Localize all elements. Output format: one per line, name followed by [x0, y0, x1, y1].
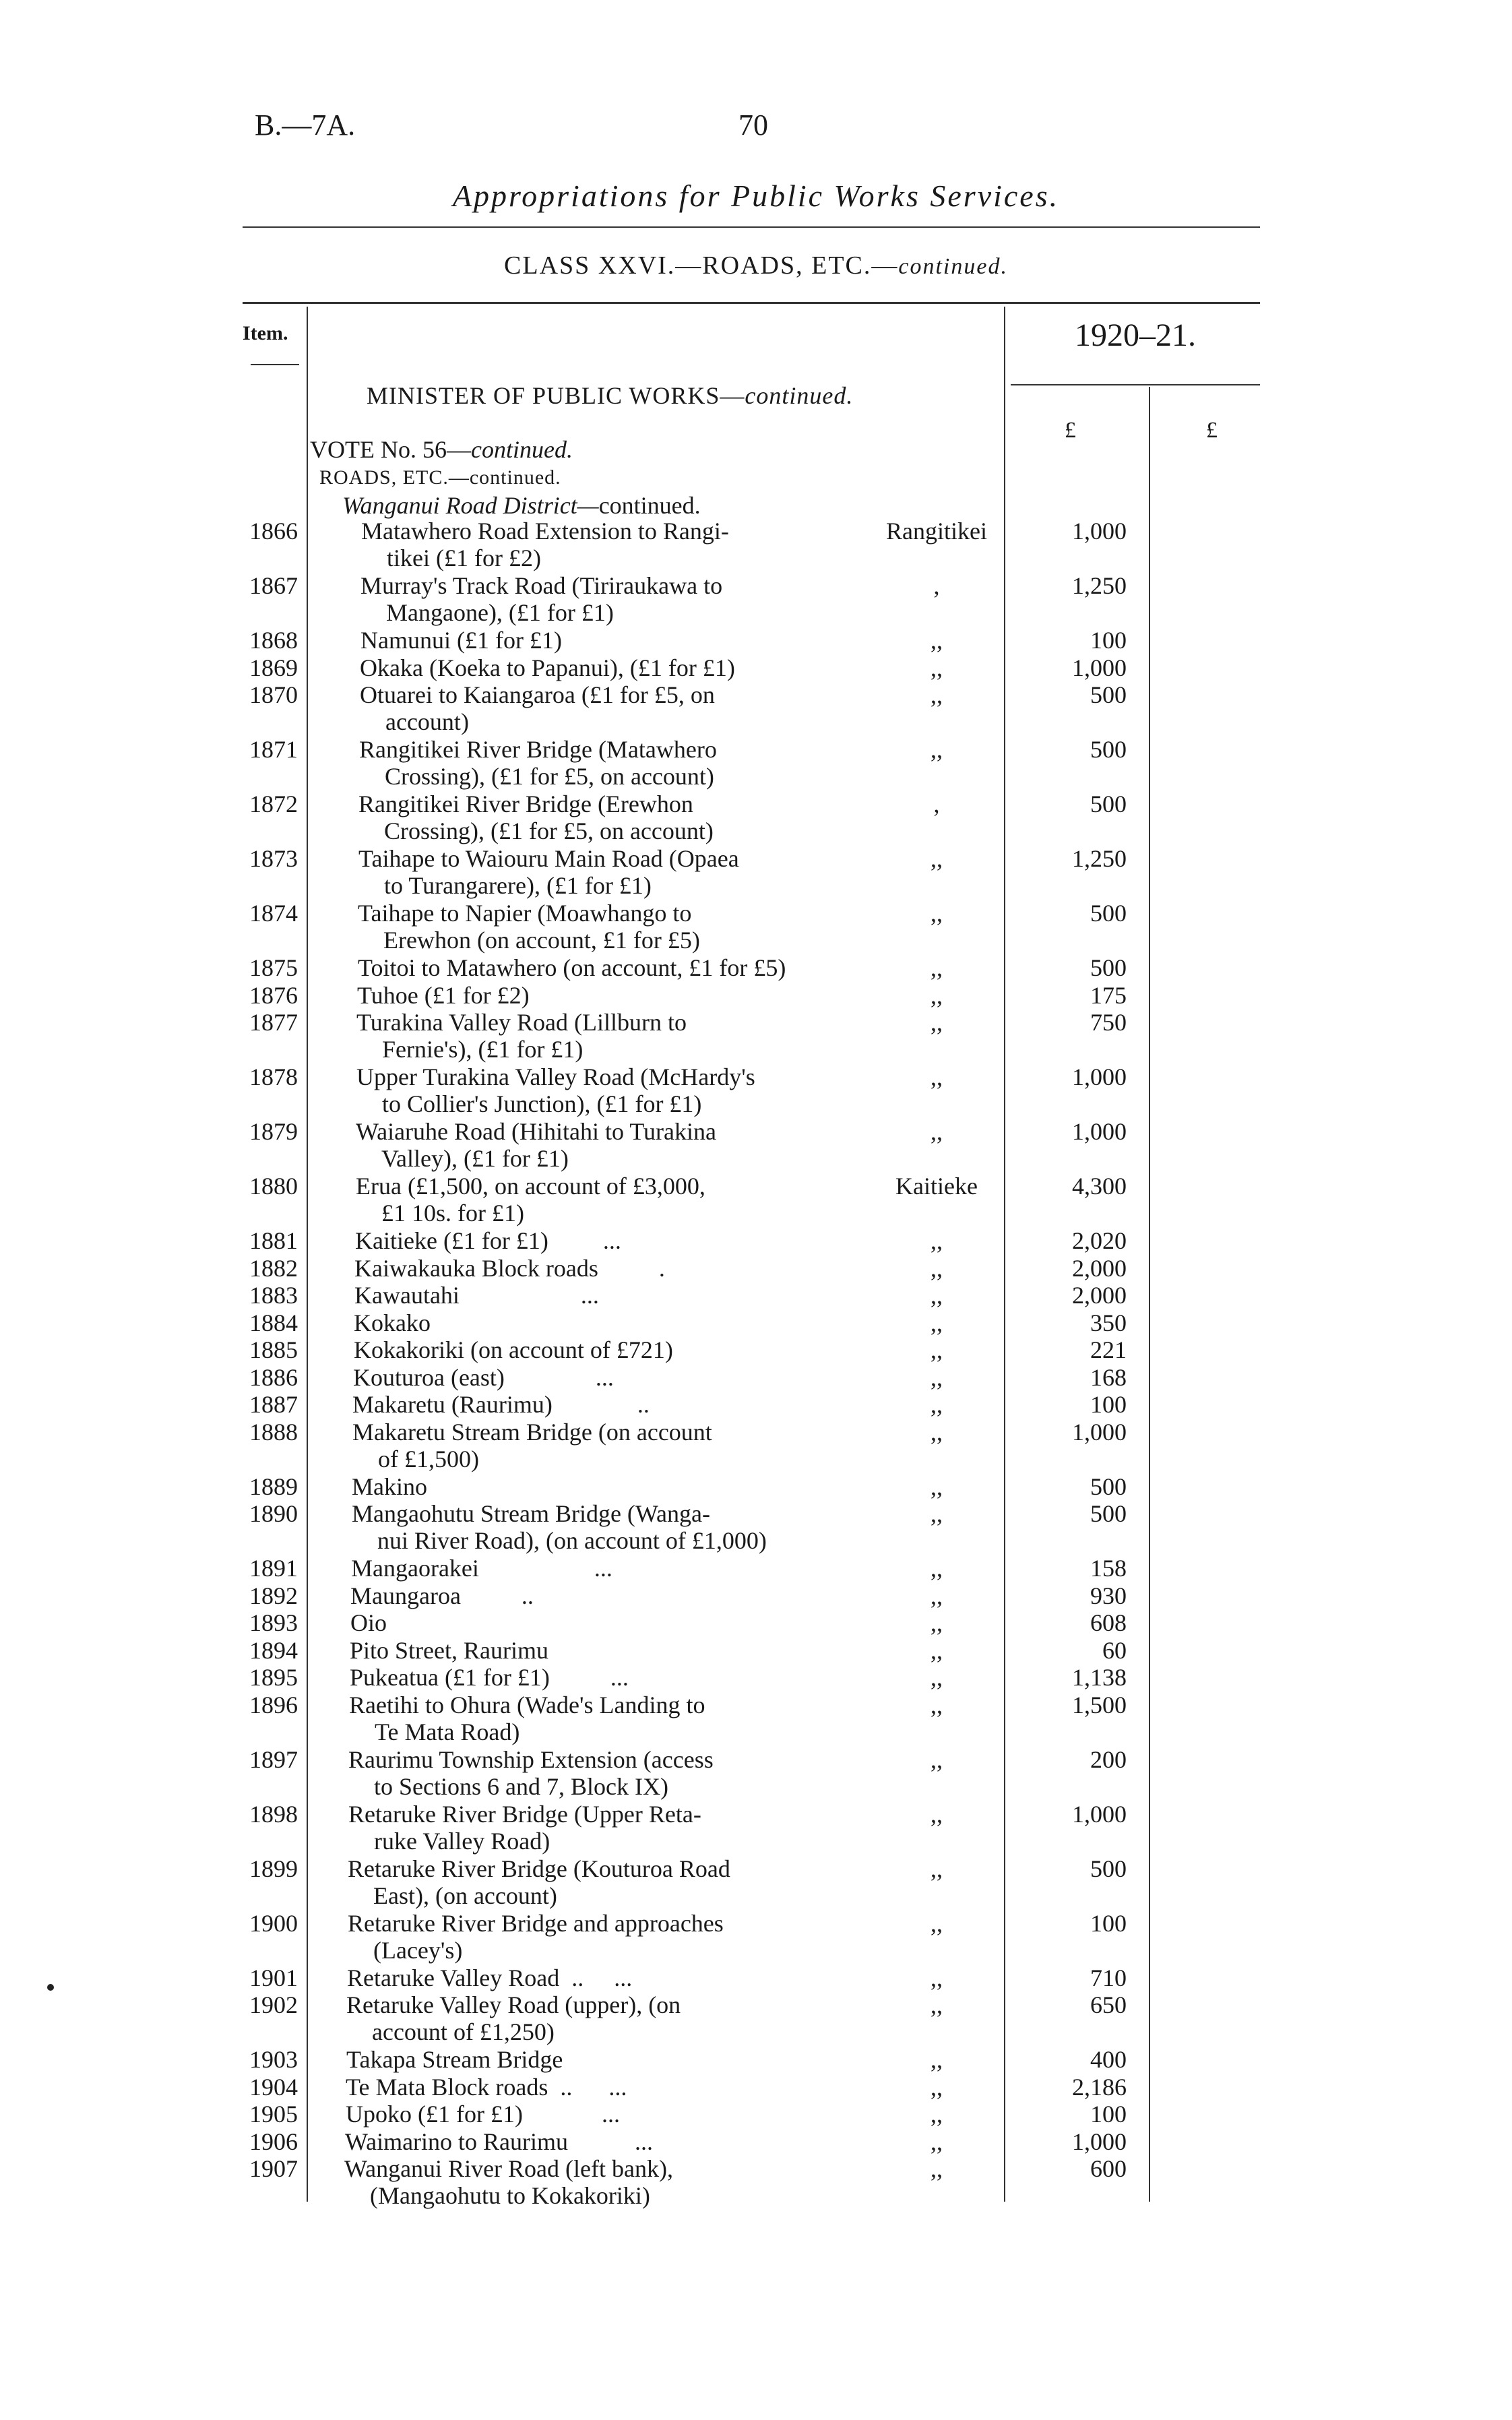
- item-description: [348, 1910, 860, 1964]
- item-number: 1888: [249, 1418, 298, 1446]
- description-line-2: Erewhon (on account, £1 for £5): [383, 927, 700, 954]
- section-minister-main: MINISTER OF PUBLIC WORKS—: [367, 382, 745, 409]
- electoral-district: ,,: [931, 900, 943, 927]
- item-description: [358, 845, 871, 899]
- description-line-1: Kouturoa (east) ...: [353, 1363, 614, 1391]
- section-district-continued: continued.: [598, 492, 701, 519]
- description-line-1: Makaretu Stream Bridge (on account: [352, 1418, 712, 1446]
- description-line-2: to Collier's Junction), (£1 for £1): [382, 1090, 702, 1117]
- description-line-1: Makaretu (Raurimu) ..: [352, 1391, 650, 1418]
- amount-value: 200: [1090, 1745, 1127, 1773]
- item-description: [352, 1391, 864, 1418]
- item-number: 1891: [249, 1555, 298, 1582]
- electoral-district: ,,: [931, 1991, 943, 2018]
- amount-value: 100: [1090, 627, 1127, 654]
- item-description: [350, 1582, 862, 1609]
- description-line-1: Kawautahi ...: [354, 1282, 599, 1309]
- amount-value: 158: [1090, 1555, 1127, 1582]
- item-number: 1905: [249, 2101, 298, 2128]
- section-minister: [367, 381, 853, 410]
- amount-value: 500: [1090, 790, 1127, 817]
- item-number: 1899: [249, 1855, 298, 1882]
- item-column-divider: [307, 307, 308, 2202]
- description-line-1: Mangaohutu Stream Bridge (Wanga-: [352, 1500, 710, 1527]
- item-number: 1868: [249, 627, 298, 654]
- electoral-district: ,,: [931, 981, 943, 1009]
- amount-value: 1,000: [1072, 1063, 1127, 1090]
- item-number: 1867: [249, 572, 298, 599]
- document-reference: B.—7A.: [255, 108, 356, 142]
- item-number: 1886: [249, 1363, 298, 1391]
- item-description: [356, 1009, 869, 1063]
- item-description: [358, 900, 870, 954]
- item-description: [348, 1746, 860, 1800]
- electoral-district: ,,: [931, 1500, 943, 1527]
- description-line-1: Otuarei to Kaiangaroa (£1 for £5, on: [360, 681, 715, 708]
- description-line-1: Kaitieke (£1 for £1) ...: [355, 1227, 621, 1254]
- description-line-2: East), (on account): [373, 1882, 557, 1909]
- description-line-1: Okaka (Koeka to Papanui), (£1 for £1): [360, 654, 735, 681]
- description-line-2: to Turangarere), (£1 for £1): [384, 872, 652, 899]
- item-description: [351, 1555, 863, 1582]
- item-description: [353, 1364, 865, 1391]
- description-line-2: Crossing), (£1 for £5, on account): [385, 763, 714, 790]
- item-description: [346, 2046, 858, 2073]
- description-line-1: Te Mata Block roads .. ...: [346, 2073, 627, 2101]
- page-title: Appropriations for Public Works Services.: [452, 179, 1060, 213]
- electoral-district: ,,: [931, 1309, 943, 1336]
- item-description: [358, 790, 871, 844]
- description-line-2: account): [385, 708, 469, 735]
- amount-value: 100: [1090, 2101, 1127, 2128]
- amount-value: 1,000: [1072, 654, 1127, 681]
- item-description: [354, 1336, 866, 1363]
- amount-value: 2,020: [1072, 1227, 1127, 1254]
- item-description: [358, 954, 870, 981]
- electoral-district: ,,: [931, 1609, 943, 1636]
- description-line-2: of £1,500): [378, 1445, 479, 1472]
- item-number: 1871: [249, 736, 298, 763]
- amount-value: 1,000: [1072, 2128, 1127, 2155]
- item-number: 1903: [249, 2046, 298, 2073]
- item-description: [350, 1609, 862, 1636]
- electoral-district: Rangitikei: [886, 518, 987, 545]
- amount-value: 710: [1090, 1964, 1127, 1991]
- section-minister-continued: continued.: [745, 382, 854, 409]
- amount-value: 4,300: [1072, 1173, 1127, 1200]
- item-description: [360, 654, 872, 681]
- amount-value: 100: [1090, 1391, 1127, 1418]
- description-line-1: Waiaruhe Road (Hihitahi to Turakina: [356, 1118, 717, 1145]
- item-number: 1883: [249, 1282, 298, 1309]
- description-line-1: Turakina Valley Road (Lillburn to: [356, 1009, 687, 1036]
- page-number: 70: [738, 108, 768, 142]
- electoral-district: ,,: [931, 654, 943, 681]
- item-column-header: Item.: [243, 322, 288, 344]
- item-number: 1881: [249, 1227, 298, 1254]
- description-line-1: Raetihi to Ohura (Wade's Landing to: [349, 1691, 705, 1718]
- item-number: 1887: [249, 1391, 298, 1418]
- item-description: [356, 1173, 868, 1227]
- item-number: 1904: [249, 2073, 298, 2101]
- description-line-2: Valley), (£1 for £1): [381, 1145, 569, 1172]
- amount-value: 930: [1090, 1582, 1127, 1609]
- description-line-1: Tuhoe (£1 for £2): [357, 981, 530, 1009]
- amount-value: 1,250: [1072, 845, 1127, 872]
- item-description: [354, 1309, 866, 1336]
- amount-value: 400: [1090, 2046, 1127, 2073]
- item-number: 1890: [249, 1500, 298, 1527]
- description-line-1: Upoko (£1 for £1) ...: [346, 2101, 620, 2128]
- item-description: [360, 681, 872, 735]
- electoral-district: ,,: [931, 1800, 943, 1828]
- electoral-district: ,: [933, 572, 940, 599]
- amount-value: 500: [1090, 681, 1127, 708]
- electoral-district: ,,: [931, 1009, 943, 1036]
- item-number: 1907: [249, 2155, 298, 2182]
- item-description: [354, 1255, 867, 1282]
- item-number: 1896: [249, 1691, 298, 1718]
- amount-value: 2,000: [1072, 1254, 1127, 1282]
- item-number: 1885: [249, 1336, 298, 1363]
- amount-value: 1,138: [1072, 1664, 1127, 1691]
- electoral-district: ,,: [931, 1118, 943, 1145]
- amount-value: 1,000: [1072, 1418, 1127, 1446]
- item-description: [352, 1419, 864, 1472]
- item-number: 1889: [249, 1472, 298, 1500]
- description-line-1: Kokakoriki (on account of £721): [354, 1336, 673, 1363]
- electoral-district: ,,: [931, 627, 943, 654]
- description-line-1: Upper Turakina Valley Road (McHardy's: [356, 1063, 755, 1090]
- electoral-district: Kaitieke: [895, 1173, 978, 1200]
- description-line-2: Mangaone), (£1 for £1): [386, 599, 614, 626]
- electoral-district: ,,: [931, 1418, 943, 1446]
- amount-value: 1,000: [1072, 1800, 1127, 1828]
- electoral-district: ,,: [931, 2046, 943, 2073]
- item-description: [348, 1855, 860, 1909]
- class-heading-continued: continued.: [898, 254, 1008, 279]
- item-number: 1892: [249, 1582, 298, 1609]
- district-column-divider: [1004, 307, 1005, 2202]
- description-line-2: (Lacey's): [373, 1936, 463, 1964]
- item-description: [352, 1473, 864, 1500]
- description-line-1: Retaruke River Bridge (Upper Reta-: [348, 1800, 701, 1828]
- description-line-1: Retaruke River Bridge (Kouturoa Road: [348, 1855, 730, 1882]
- class-heading: [0, 251, 1512, 280]
- description-line-1: Toitoi to Matawhero (on account, £1 for £5): [358, 954, 786, 981]
- item-number: 1906: [249, 2128, 298, 2155]
- description-line-1: Rangitikei River Bridge (Erewhon: [358, 790, 693, 817]
- section-vote-continued: continued.: [470, 436, 573, 463]
- item-description: [360, 572, 873, 626]
- item-description: [350, 1637, 862, 1664]
- table-top-rule: [243, 302, 1260, 304]
- amount-value: 500: [1090, 1472, 1127, 1500]
- description-line-1: Retaruke River Bridge and approaches: [348, 1909, 724, 1937]
- description-line-1: Pito Street, Raurimu: [350, 1636, 548, 1664]
- electoral-district: ,,: [931, 2101, 943, 2128]
- amount-value: 500: [1090, 736, 1127, 763]
- amount-value: 1,500: [1072, 1691, 1127, 1718]
- amount-value: 750: [1090, 1009, 1127, 1036]
- title-rule: [243, 226, 1260, 228]
- description-line-1: Rangitikei River Bridge (Matawhero: [359, 736, 717, 763]
- item-number: 1873: [249, 845, 298, 872]
- electoral-district: ,,: [931, 845, 943, 872]
- amount-value: 1,250: [1072, 572, 1127, 599]
- amount-value: 600: [1090, 2155, 1127, 2182]
- electoral-district: ,: [933, 790, 940, 817]
- item-number: 1894: [249, 1636, 298, 1664]
- year-header-underline: [1011, 384, 1260, 385]
- amount-value: 500: [1090, 1855, 1127, 1882]
- description-line-1: Kokako: [354, 1309, 431, 1336]
- item-description: [346, 2101, 858, 2128]
- description-line-1: Namunui (£1 for £1): [360, 627, 562, 654]
- item-description: [355, 1227, 867, 1254]
- amount-value: 2,000: [1072, 1282, 1127, 1309]
- electoral-district: ,,: [931, 1636, 943, 1664]
- description-line-1: Raurimu Township Extension (access: [348, 1745, 714, 1773]
- amount-value: 100: [1090, 1909, 1127, 1937]
- amount-value: 500: [1090, 954, 1127, 981]
- electoral-district: ,,: [931, 1363, 943, 1391]
- amount-value: 2,186: [1072, 2073, 1127, 2101]
- item-description: [346, 2074, 858, 2101]
- item-description: [348, 1801, 860, 1855]
- item-number: 1874: [249, 900, 298, 927]
- description-line-1: Pukeatua (£1 for £1) ...: [350, 1664, 629, 1691]
- description-line-2: to Sections 6 and 7, Block IX): [374, 1772, 668, 1800]
- description-line-1: Kaiwakauka Block roads .: [354, 1254, 665, 1282]
- amount-value: 500: [1090, 900, 1127, 927]
- description-line-1: Waimarino to Raurimu ...: [345, 2128, 654, 2155]
- amount-value: 60: [1102, 1636, 1127, 1664]
- amount-value: 221: [1090, 1336, 1127, 1363]
- electoral-district: ,,: [931, 1063, 943, 1090]
- description-line-2: £1 10s. for £1): [381, 1200, 524, 1227]
- description-line-1: Taihape to Napier (Moawhango to: [358, 900, 692, 927]
- description-line-2: Fernie's), (£1 for £1): [382, 1036, 584, 1063]
- description-line-2: ruke Valley Road): [374, 1827, 550, 1855]
- item-number: 1872: [249, 790, 298, 817]
- description-line-2: Te Mata Road): [375, 1718, 520, 1745]
- item-description: [360, 627, 873, 654]
- item-number: 1895: [249, 1664, 298, 1691]
- electoral-district: ,,: [931, 681, 943, 708]
- item-number: 1897: [249, 1745, 298, 1773]
- electoral-district: ,,: [931, 1745, 943, 1773]
- item-number: 1866: [249, 518, 298, 545]
- item-number: 1870: [249, 681, 298, 708]
- amount-value: 608: [1090, 1609, 1127, 1636]
- electoral-district: ,,: [931, 2073, 943, 2101]
- electoral-district: ,,: [931, 1691, 943, 1718]
- item-description: [344, 2155, 856, 2209]
- item-description: [346, 1991, 858, 2045]
- section-district-main: Wanganui Road District—: [342, 492, 599, 519]
- item-description: [347, 1964, 859, 1991]
- section-vote-main: VOTE No. 56—: [310, 436, 471, 463]
- item-number: 1900: [249, 1909, 298, 1937]
- description-line-1: Maungaroa ..: [350, 1582, 534, 1609]
- item-description: [361, 518, 873, 571]
- amount-value: 500: [1090, 1500, 1127, 1527]
- item-number: 1898: [249, 1800, 298, 1828]
- electoral-district: ,,: [931, 2128, 943, 2155]
- description-line-1: Erua (£1,500, on account of £3,000,: [356, 1173, 705, 1200]
- amount-column-divider: [1149, 387, 1150, 2202]
- description-line-2: Crossing), (£1 for £5, on account): [384, 817, 714, 844]
- electoral-district: ,,: [931, 1391, 943, 1418]
- electoral-district: ,,: [931, 1282, 943, 1309]
- electoral-district: ,,: [931, 954, 943, 981]
- item-number: 1879: [249, 1118, 298, 1145]
- item-description: [352, 1500, 864, 1554]
- class-heading-main: CLASS XXVI.—ROADS, ETC.—: [504, 251, 899, 280]
- item-number: 1902: [249, 1991, 298, 2018]
- electoral-district: ,,: [931, 1582, 943, 1609]
- description-line-1: Retaruke Valley Road .. ...: [347, 1964, 633, 1991]
- description-line-1: Oio: [350, 1609, 387, 1636]
- amount-value: 650: [1090, 1991, 1127, 2018]
- description-line-2: (Mangaohutu to Kokakoriki): [370, 2182, 650, 2209]
- description-line-1: Retaruke Valley Road (upper), (on: [346, 1991, 681, 2018]
- amount-value: 1,000: [1072, 1118, 1127, 1145]
- item-number: 1869: [249, 654, 298, 681]
- electoral-district: ,,: [931, 1664, 943, 1691]
- margin-mark: [47, 1984, 54, 1991]
- description-line-1: Makino: [352, 1472, 427, 1500]
- description-line-1: Murray's Track Road (Tiriraukawa to: [360, 572, 723, 599]
- item-description: [356, 1063, 869, 1117]
- amount-value: 1,000: [1072, 518, 1127, 545]
- item-number: 1875: [249, 954, 298, 981]
- item-number: 1884: [249, 1309, 298, 1336]
- item-number: 1901: [249, 1964, 298, 1991]
- description-line-1: Matawhero Road Extension to Rangi-: [361, 518, 729, 545]
- item-description: [356, 1118, 868, 1172]
- description-line-1: Takapa Stream Bridge: [346, 2046, 563, 2073]
- electoral-district: ,,: [931, 2155, 943, 2182]
- currency-symbol-2: £: [1206, 418, 1218, 443]
- item-description: [357, 982, 869, 1009]
- amount-value: 168: [1090, 1363, 1127, 1391]
- electoral-district: ,,: [931, 1336, 943, 1363]
- electoral-district: ,,: [931, 1227, 943, 1254]
- electoral-district: ,,: [931, 1909, 943, 1937]
- description-line-2: account of £1,250): [372, 2018, 555, 2045]
- description-line-2: nui River Road), (on account of £1,000): [377, 1527, 767, 1554]
- section-roads: ROADS, ETC.—continued.: [319, 466, 561, 489]
- year-column-header: 1920–21.: [1075, 317, 1196, 353]
- amount-value: 350: [1090, 1309, 1127, 1336]
- section-district: [342, 491, 701, 520]
- currency-symbol-1: £: [1065, 418, 1076, 443]
- electoral-district: ,,: [931, 1555, 943, 1582]
- electoral-district: ,,: [931, 1855, 943, 1882]
- item-number: 1877: [249, 1009, 298, 1036]
- item-number: 1878: [249, 1063, 298, 1090]
- item-number: 1876: [249, 981, 298, 1009]
- item-header-underline: [251, 364, 299, 365]
- item-number: 1880: [249, 1173, 298, 1200]
- amount-value: 175: [1090, 981, 1127, 1009]
- electoral-district: ,,: [931, 1472, 943, 1500]
- description-line-2: tikei (£1 for £2): [387, 545, 541, 571]
- description-line-1: Wanganui River Road (left bank),: [344, 2155, 673, 2182]
- section-vote: [310, 435, 573, 464]
- item-description: [345, 2128, 857, 2155]
- item-number: 1882: [249, 1254, 298, 1282]
- item-description: [349, 1692, 861, 1745]
- item-description: [350, 1664, 862, 1691]
- item-description: [354, 1282, 867, 1309]
- electoral-district: ,,: [931, 1254, 943, 1282]
- electoral-district: ,,: [931, 736, 943, 763]
- item-number: 1893: [249, 1609, 298, 1636]
- item-description: [359, 736, 871, 790]
- electoral-district: ,,: [931, 1964, 943, 1991]
- description-line-1: Taihape to Waiouru Main Road (Opaea: [358, 845, 739, 872]
- description-line-1: Mangaorakei ...: [351, 1555, 612, 1582]
